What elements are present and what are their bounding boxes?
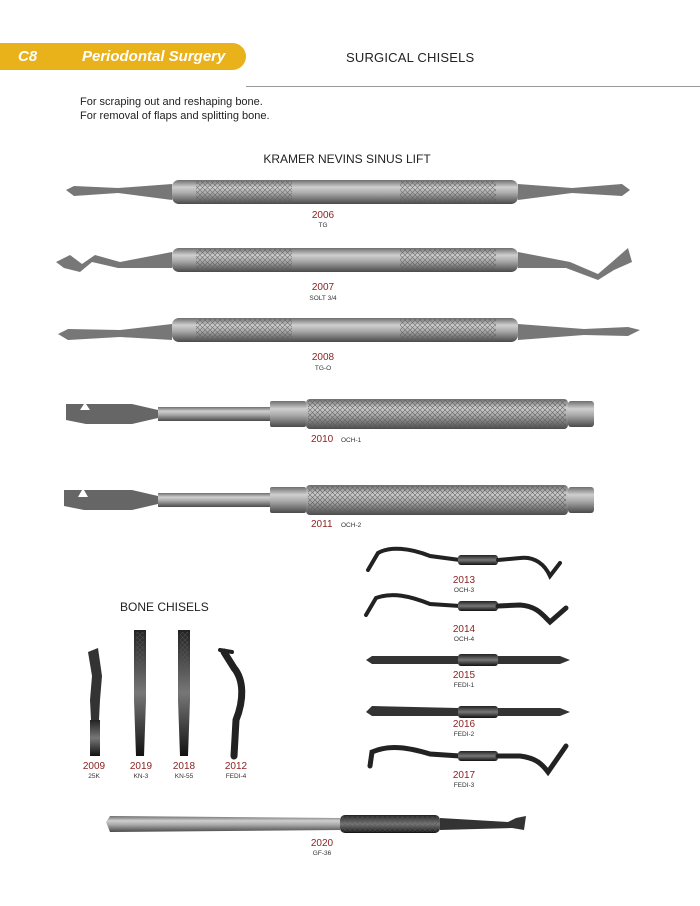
item-code: 2009	[82, 761, 106, 772]
instrument-2011-icon	[64, 485, 594, 515]
item-code: 2016	[452, 719, 476, 730]
item-code: 2020	[310, 838, 334, 849]
item-sub: KN-55	[174, 773, 194, 780]
instrument-2012-icon	[220, 650, 242, 756]
bone-heading: BONE CHISELS	[120, 600, 209, 614]
item-sub: SOLT 3/4	[309, 295, 337, 302]
item-sub: OCH-2	[341, 522, 362, 529]
instrument-2010-icon	[66, 399, 594, 429]
item-code: 2013	[452, 575, 476, 586]
item-sub: FEDI-3	[453, 782, 475, 789]
instrument-2007-icon	[56, 248, 632, 280]
section-title: SURGICAL CHISELS	[346, 50, 475, 65]
kramer-heading: KRAMER NEVINS SINUS LIFT	[263, 152, 431, 166]
instrument-2016-icon	[366, 706, 570, 718]
item-code: 2012	[224, 761, 248, 772]
item-sub: GF-36	[312, 850, 332, 857]
item-code: 2007	[311, 282, 335, 293]
intro-line-2: For removal of flaps and splitting bone.	[80, 110, 270, 122]
instrument-2020-icon	[106, 815, 526, 833]
item-code: 2019	[129, 761, 153, 772]
instrument-2019-icon	[134, 630, 146, 756]
instrument-2017-icon	[370, 746, 566, 772]
item-code: 2018	[172, 761, 196, 772]
chapter-title: Periodontal Surgery	[82, 48, 226, 65]
instrument-2009-icon	[88, 648, 102, 756]
item-code: 2008	[311, 352, 335, 363]
item-code: 2014	[452, 624, 476, 635]
instrument-2015-icon	[366, 654, 570, 666]
item-code: 2010	[311, 434, 334, 445]
item-sub: TG-O	[314, 365, 332, 372]
item-sub: OCH-3	[453, 587, 475, 594]
instrument-2006-icon	[66, 180, 630, 204]
item-sub: TG	[318, 222, 328, 229]
item-code: 2006	[311, 210, 335, 221]
instrument-2014-icon	[366, 595, 566, 622]
page-code: C8	[18, 48, 38, 65]
instrument-2008-icon	[58, 318, 640, 342]
item-sub: 25K	[88, 773, 100, 780]
item-code: 2015	[452, 670, 476, 681]
item-sub: FEDI-1	[453, 682, 475, 689]
item-sub: FEDI-4	[225, 773, 247, 780]
item-code: 2017	[452, 770, 476, 781]
item-sub: OCH-4	[453, 636, 475, 643]
item-sub: OCH-1	[341, 437, 362, 444]
item-sub: KN-3	[133, 773, 149, 780]
item-code: 2011	[311, 519, 333, 530]
item-sub: FEDI-2	[453, 731, 475, 738]
instrument-2018-icon	[178, 630, 190, 756]
instrument-2013-icon	[368, 549, 560, 576]
intro-line-1: For scraping out and reshaping bone.	[80, 96, 263, 108]
